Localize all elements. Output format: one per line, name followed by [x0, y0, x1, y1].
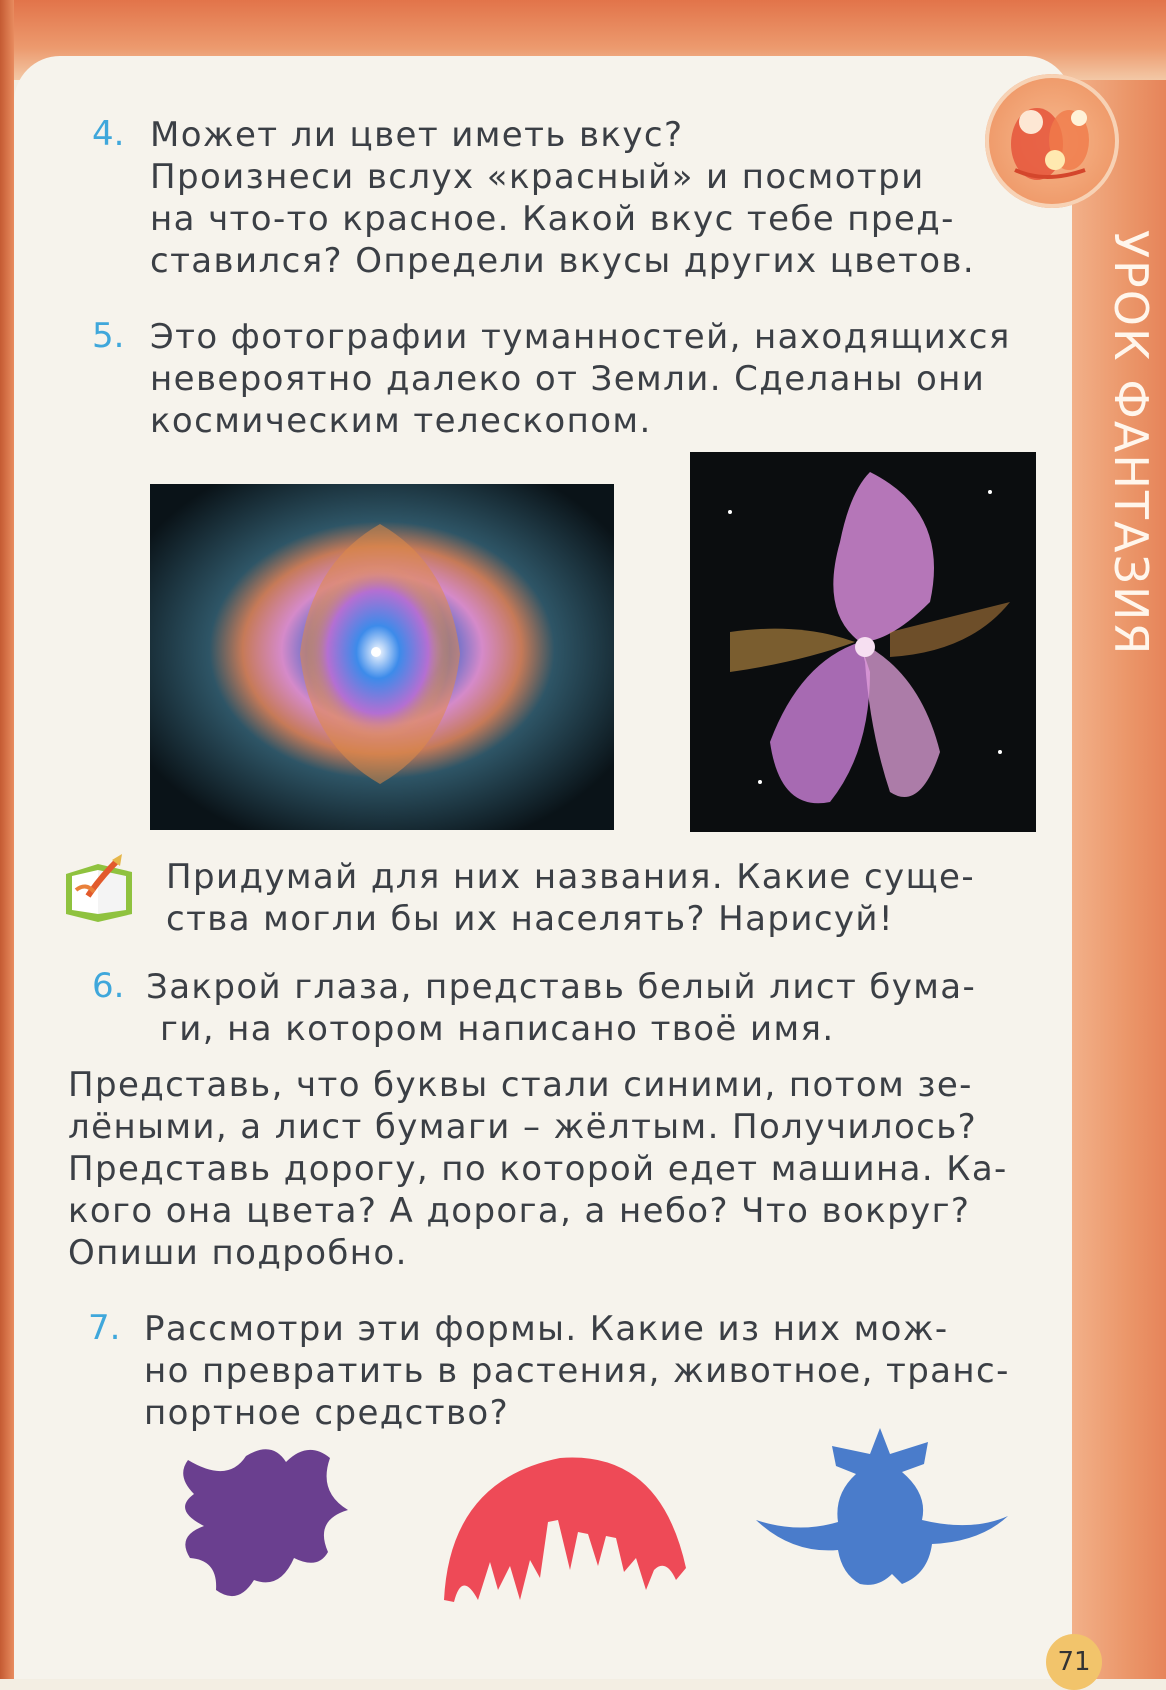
drawing-task-text [166, 856, 975, 940]
task-6-text [146, 966, 976, 1050]
task-4-number: 4. [92, 114, 125, 154]
task-6-paragraph-line-5: Опиши подробно. [68, 1233, 408, 1273]
page-number: 71 [1046, 1634, 1102, 1690]
task-6-paragraph [68, 1064, 1008, 1274]
task-6-paragraph-line-3: Представь дорогу, по которой едет машина. Ка- [68, 1149, 1008, 1189]
task-6-line-2: ги, на котором написано твоё имя. [160, 1009, 835, 1049]
blue-plane-shape [752, 1424, 1012, 1600]
book-pencil-icon [58, 852, 140, 926]
task-6-line-1: Закрой глаза, представь белый лист бума- [146, 967, 977, 1007]
task-5-line-1: Это фотографии туманностей, находящихся [150, 317, 1011, 357]
task-5-text [150, 316, 1011, 442]
task-5-number: 5. [92, 316, 125, 356]
task-4-line-1: Может ли цвет иметь вкус? [150, 115, 684, 155]
book-pencil-drawing [58, 852, 140, 926]
task-7-line-1: Рассмотри эти формы. Какие из них мож- [144, 1309, 949, 1349]
left-orange-edge [0, 0, 14, 1679]
butterfly-nebula-photo [690, 452, 1036, 832]
task-7-text [144, 1308, 1010, 1434]
flower-badge-icon [985, 74, 1119, 208]
task-7-line-2: но превратить в растения, животное, транс- [144, 1351, 1010, 1391]
cats-eye-nebula-drawing [150, 484, 614, 830]
side-title: УРОК ФАНТАЗИЯ [1104, 230, 1158, 657]
task-4-line-2: Произнеси вслух «красный» и посмотри [150, 157, 925, 197]
task-6-number: 6. [92, 966, 125, 1006]
task-7-number: 7. [88, 1308, 121, 1348]
task-5-line-3: космическим телескопом. [150, 401, 652, 441]
task-7-line-3: портное средство? [144, 1393, 510, 1433]
red-dome-shape [440, 1450, 690, 1602]
task-5-line-2: невероятно далеко от Земли. Сделаны они [150, 359, 986, 399]
task-4-line-3: на что-то красное. Какой вкус тебе пред- [150, 199, 955, 239]
cats-eye-nebula-photo [150, 484, 614, 830]
task-6-paragraph-line-1: Представь, что буквы стали синими, потом зе- [68, 1065, 973, 1105]
flower-badge-drawing [985, 74, 1119, 208]
drawing-task-line-1: Придумай для них названия. Какие суще- [166, 857, 975, 897]
task-6-paragraph-line-4: кого она цвета? А дорога, а небо? Что вокруг? [68, 1191, 971, 1231]
butterfly-nebula-drawing [690, 452, 1036, 832]
task-4-text [150, 114, 975, 282]
task-6-paragraph-line-2: лёными, а лист бумаги – жёлтым. Получилось? [68, 1107, 978, 1147]
drawing-task-line-2: ства могли бы их населять? Нарисуй! [166, 899, 894, 939]
purple-blob-shape [168, 1440, 358, 1606]
task-4-line-4: ставился? Определи вкусы других цветов. [150, 241, 976, 281]
